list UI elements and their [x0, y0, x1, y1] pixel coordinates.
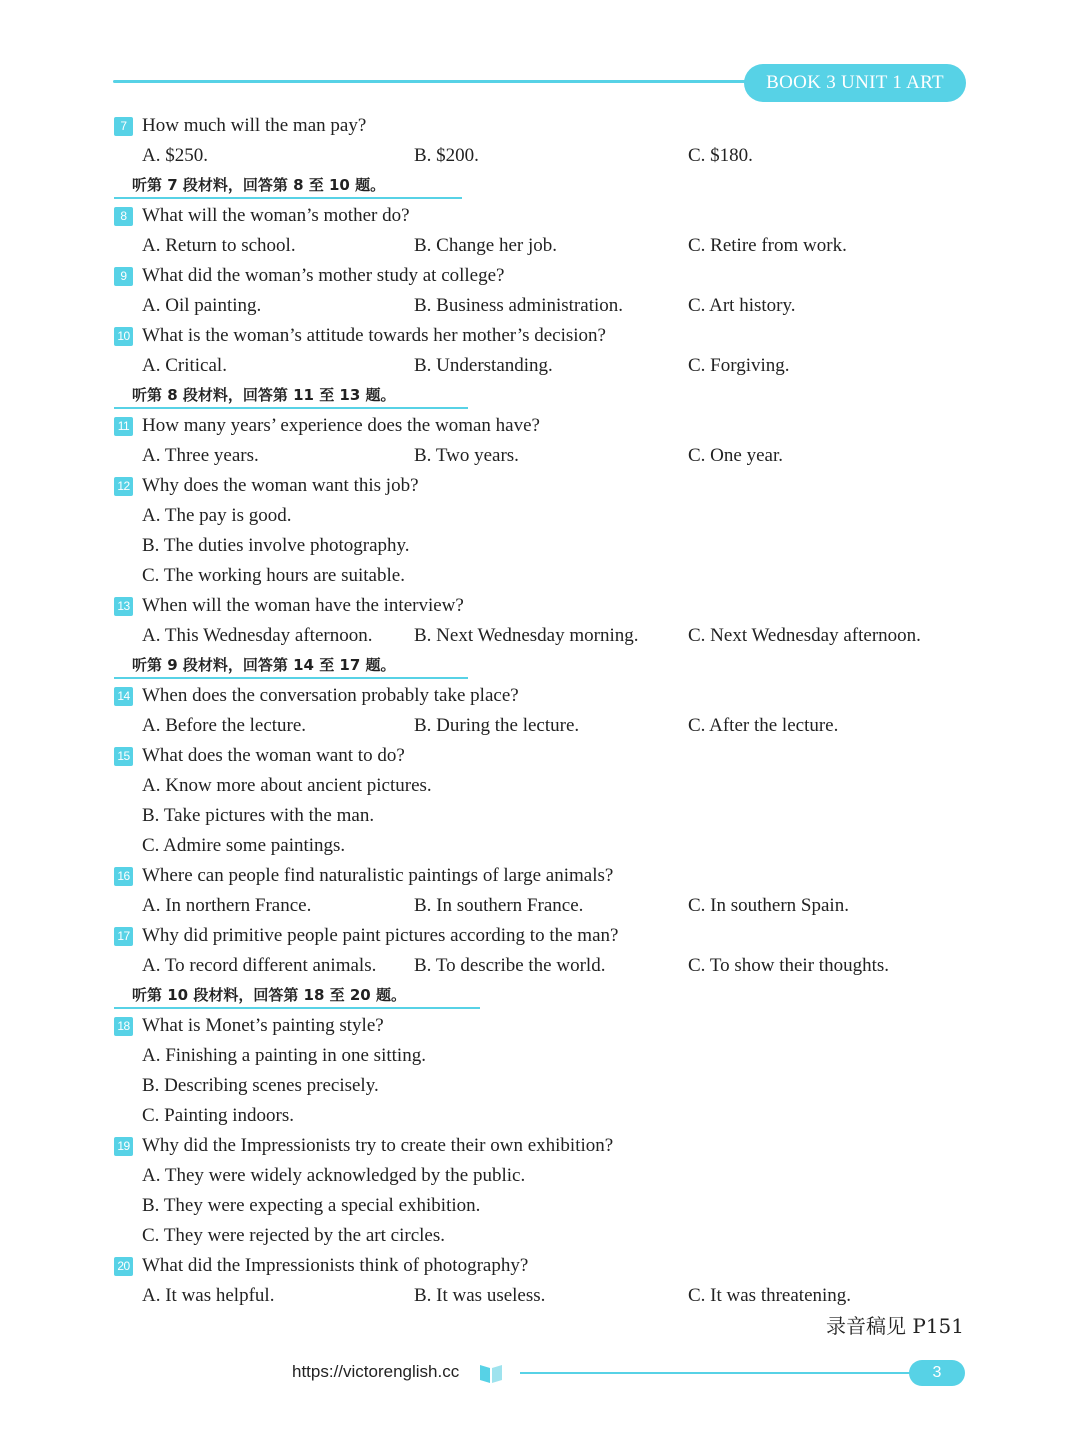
option-b: B. In southern France. [414, 895, 584, 916]
question-20 [114, 1253, 528, 1279]
question-text: What is Monet’s painting style? [142, 1015, 384, 1036]
question-text: What does the woman want to do? [142, 745, 405, 766]
question-12 [114, 473, 419, 499]
option-a: A. Three years. [142, 445, 259, 466]
question-7 [114, 113, 366, 139]
question-text: Where can people find naturalistic paintings of large animals? [142, 865, 614, 886]
question-number-badge: 18 [114, 1017, 133, 1036]
option-b: B. During the lecture. [414, 715, 580, 736]
option-c: C. In southern Spain. [688, 895, 849, 916]
question-11 [114, 413, 540, 439]
section-heading-8: 听第 8 段材料，回答第 11 至 13 题。 [114, 385, 468, 409]
option-c: C. $180. [688, 145, 753, 166]
section-heading-7: 听第 7 段材料，回答第 8 至 10 题。 [114, 175, 462, 199]
option-a: A. $250. [142, 145, 208, 166]
option-b: B. $200. [414, 145, 479, 166]
option-b: B. Business administration. [414, 295, 623, 316]
question-8 [114, 203, 410, 229]
option-c: C. They were rejected by the art circles. [142, 1225, 445, 1246]
option-c: C. Painting indoors. [142, 1105, 295, 1126]
question-number-badge: 20 [114, 1257, 133, 1276]
option-a: A. They were widely acknowledged by the public. [142, 1165, 526, 1186]
question-9 [114, 263, 504, 289]
open-book-icon [478, 1362, 504, 1384]
section-underline [114, 407, 468, 409]
option-b: B. To describe the world. [414, 955, 606, 976]
question-number-badge: 19 [114, 1137, 133, 1156]
section-underline [114, 197, 462, 199]
question-number-badge: 10 [114, 327, 133, 346]
option-a: A. Know more about ancient pictures. [142, 775, 432, 796]
option-a: A. It was helpful. [142, 1285, 275, 1306]
question-text: What is the woman’s attitude towards her mother’s decision? [142, 325, 606, 346]
question-text: What did the Impressionists think of photography? [142, 1255, 529, 1276]
option-c: C. Next Wednesday afternoon. [688, 625, 921, 646]
option-c: C. The working hours are suitable. [142, 565, 405, 586]
question-10 [114, 323, 606, 349]
question-18 [114, 1013, 384, 1039]
section-heading-10: 听第 10 段材料，回答第 18 至 20 题。 [114, 985, 480, 1009]
question-number-badge: 9 [114, 267, 133, 286]
question-text: When does the conversation probably take place? [142, 685, 519, 706]
script-reference: 录音稿见 P151 [826, 1314, 964, 1338]
question-text: What did the woman’s mother study at college? [142, 265, 505, 286]
question-15 [114, 743, 405, 769]
page-number: 3 [909, 1360, 965, 1386]
section-underline [114, 1007, 480, 1009]
option-c: C. Forgiving. [688, 355, 790, 376]
question-number-badge: 8 [114, 207, 133, 226]
option-a: A. To record different animals. [142, 955, 377, 976]
option-a: A. The pay is good. [142, 505, 292, 526]
question-text: What will the woman’s mother do? [142, 205, 410, 226]
header-rule [113, 80, 753, 83]
option-b: B. They were expecting a special exhibition. [142, 1195, 481, 1216]
question-number-badge: 14 [114, 687, 133, 706]
option-c: C. After the lecture. [688, 715, 839, 736]
option-c: C. To show their thoughts. [688, 955, 889, 976]
option-a: A. This Wednesday afternoon. [142, 625, 373, 646]
option-b: B. Describing scenes precisely. [142, 1075, 379, 1096]
question-14 [114, 683, 519, 709]
option-a: A. Critical. [142, 355, 227, 376]
question-17 [114, 923, 618, 949]
option-b: B. Two years. [414, 445, 519, 466]
question-number-badge: 12 [114, 477, 133, 496]
question-text: How many years’ experience does the woman have? [142, 415, 540, 436]
question-text: Why did primitive people paint pictures according to the man? [142, 925, 619, 946]
question-number-badge: 15 [114, 747, 133, 766]
option-c: C. One year. [688, 445, 783, 466]
option-c: C. Admire some paintings. [142, 835, 346, 856]
option-b: B. Change her job. [414, 235, 558, 256]
option-c: C. Art history. [688, 295, 796, 316]
question-number-badge: 11 [114, 417, 133, 436]
question-text: When will the woman have the interview? [142, 595, 464, 616]
option-b: B. The duties involve photography. [142, 535, 410, 556]
question-number-badge: 7 [114, 117, 133, 136]
question-16 [114, 863, 613, 889]
question-text: Why does the woman want this job? [142, 475, 419, 496]
question-text: How much will the man pay? [142, 115, 367, 136]
option-a: A. Return to school. [142, 235, 296, 256]
question-19 [114, 1133, 613, 1159]
question-13 [114, 593, 464, 619]
option-a: A. In northern France. [142, 895, 312, 916]
option-c: C. It was threatening. [688, 1285, 852, 1306]
option-a: A. Before the lecture. [142, 715, 307, 736]
option-c: C. Retire from work. [688, 235, 847, 256]
option-b: B. It was useless. [414, 1285, 546, 1306]
option-b: B. Next Wednesday morning. [414, 625, 639, 646]
question-number-badge: 16 [114, 867, 133, 886]
question-number-badge: 17 [114, 927, 133, 946]
question-number-badge: 13 [114, 597, 133, 616]
option-a: A. Oil painting. [142, 295, 262, 316]
option-b: B. Take pictures with the man. [142, 805, 375, 826]
option-b: B. Understanding. [414, 355, 553, 376]
section-heading-9: 听第 9 段材料，回答第 14 至 17 题。 [114, 655, 468, 679]
question-text: Why did the Impressionists try to create their own exhibition? [142, 1135, 614, 1156]
footer-rule [520, 1372, 915, 1374]
option-a: A. Finishing a painting in one sitting. [142, 1045, 426, 1066]
section-underline [114, 677, 468, 679]
book-unit-tag: BOOK 3 UNIT 1 ART [744, 64, 966, 102]
footer-url[interactable]: https://victorenglish.cc [292, 1362, 460, 1381]
